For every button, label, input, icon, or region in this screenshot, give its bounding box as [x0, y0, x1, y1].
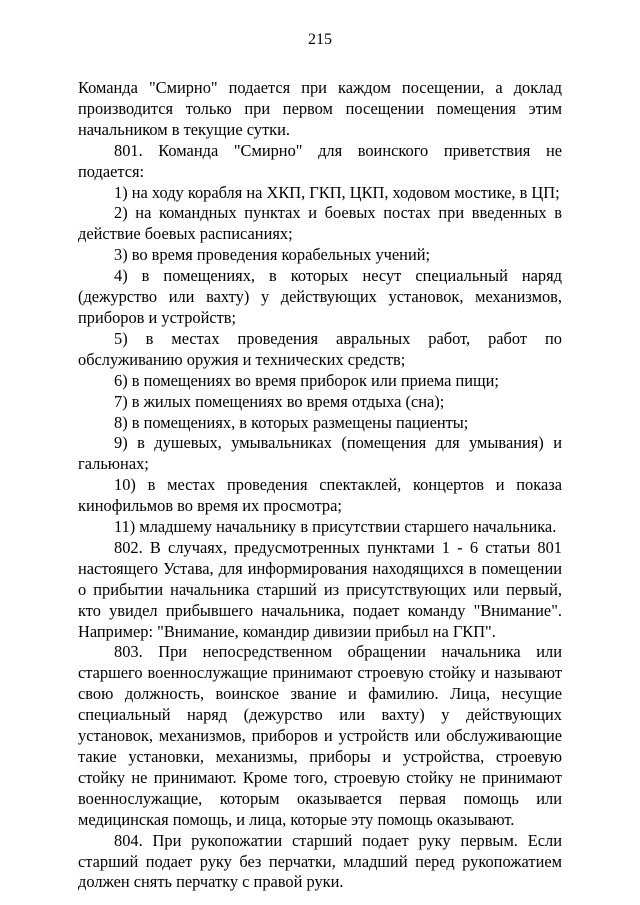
list-item-801-6: 6) в помещениях во время приборок или приема пищи; — [114, 370, 499, 390]
list-item-801-5: 5) в местах проведения авральных работ, работ по обслуживанию оружия и технических средств; — [78, 328, 562, 369]
paragraph-801: 801. Команда "Смирно" для воинского приветствия не подается: — [78, 140, 562, 181]
list-item-801-7: 7) в жилых помещениях во время отдыха (сна); — [114, 391, 445, 411]
paragraph-803: 803. При непосредственном обращении начальника или старшего военнослужащие принимают строевую стойку и называют свою должность, воинское звание и фамилию. Лица, несущие специальный наряд (дежурство или вахту) у действующих установок, механизмов, приборов и устройств или обслуживающие такие установки, механизмы, приборы и устройства, строевую стойку не принимают. Кроме того, строевую стойку не принимают военнослужащие, которым оказывается первая помощь или медицинская помощь, и лица, которые эту помощь оказывают. — [78, 642, 562, 829]
list-item-801-10: 10) в местах проведения спектаклей, концертов и показа кинофильмов во время их просмотра; — [78, 475, 562, 516]
document-body — [78, 78, 562, 893]
list-item-801-4: 4) в помещениях, в которых несут специальный наряд (дежурство или вахту) у действующих установок, механизмов, приборов и устройств; — [78, 266, 562, 327]
list-item-801-3: 3) во время проведения корабельных учений; — [114, 245, 431, 265]
list-item-801-1: 1) на ходу корабля на ХКП, ГКП, ЦКП, ходовом мостике, в ЦП; — [114, 182, 560, 202]
list-item-801-8: 8) в помещениях, в которых размещены пациенты; — [114, 412, 469, 432]
paragraph-802: 802. В случаях, предусмотренных пунктами 1 - 6 статьи 801 настоящего Устава, для информирования находящихся в помещении о прибытии начальника старший из присутствующих или первый, кто увидел прибывшего начальника, подает команду "Внимание". Например: "Внимание, командир дивизии прибыл на ГКП". — [78, 537, 562, 641]
list-item-801-2: 2) на командных пунктах и боевых постах при введенных в действие боевых расписаниях; — [78, 203, 562, 244]
page-number: 215 — [308, 31, 332, 48]
paragraph-804: 804. При рукопожатии старший подает руку первым. Если старший подает руку без перчатки, младший перед рукопожатием должен снять перчатку с правой руки. — [78, 830, 562, 892]
list-item-801-11: 11) младшему начальнику в присутствии старшего начальника. — [114, 517, 557, 537]
paragraph-intro: Команда "Смирно" подается при каждом посещении, а доклад производится только при первом посещении помещения этим начальником в текущие сутки. — [78, 78, 562, 139]
list-item-801-9: 9) в душевых, умывальниках (помещения для умывания) и гальюнах; — [78, 433, 562, 474]
